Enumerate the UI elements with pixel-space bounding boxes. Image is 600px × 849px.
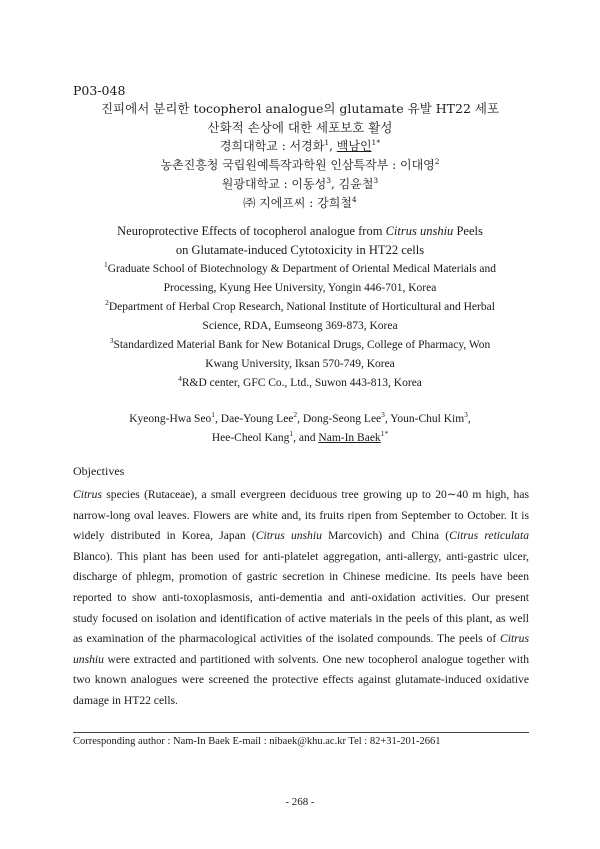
affiliation-superscript: 3 <box>326 176 331 185</box>
korean-author-text: 농촌진흥청 국립원예특작과학원 인삼특작부 : 이대영 <box>160 158 435 172</box>
affiliation-superscript: 3 <box>373 176 379 185</box>
affiliation-superscript: 2 <box>293 410 298 420</box>
korean-title-line-1: 진피에서 분리한 tocopherol analogue의 glutamate 유발 HT22 세포 <box>100 101 500 116</box>
species-name: Citrus <box>73 488 102 501</box>
english-title-line-1 <box>40 222 560 241</box>
korean-author-text: 경희대학교 : 서경화 <box>219 139 325 153</box>
affiliation-superscript: 3 <box>109 336 114 346</box>
objectives-paragraph <box>73 485 529 712</box>
english-authors-line-2 <box>40 429 560 448</box>
body-text: species (Rutaceae), a small evergreen deciduous tree growing up to 20∼40 m high, has narrow-long oval leaves. Flowers are white and, its fruits ripen from September to October. It is widely distributed in Korea, Japan ( <box>73 488 529 543</box>
affiliation-superscript: 2 <box>434 157 440 166</box>
title-text: Peels <box>453 224 483 238</box>
footnote-divider <box>73 732 529 733</box>
english-title-line-2: on Glutamate-induced Cytotoxicity in HT22 cells <box>175 243 425 257</box>
body-text: Marcovich) and China ( <box>321 529 450 543</box>
korean-title-line-2: 산화적 손상에 대한 세포보호 활성 <box>207 120 393 135</box>
author-separator: , <box>329 139 337 153</box>
species-name: Citrus unshiu <box>73 632 529 666</box>
korean-author-text: ㈜ 지에프씨 : 강희철 <box>243 196 352 210</box>
korean-author-text: , 김윤철 <box>331 177 374 191</box>
body-text: Blanco). This plant has been used for anti-platelet aggregation, anti-allergy, anti-gastric ulcer, discharge of phlegm, promotion of gastric secretion in Chinese medicine. Its peels have been reported to show anti-toxoplasmosis, anti-dementia and anti-oxidation activities. Our present study focused on isolation and identification of active materials in the peels of this plant, as well as examination of the pharmacological activities of the isolated compounds. The peels of <box>73 549 529 646</box>
affiliation-superscript: 1 <box>103 260 108 270</box>
korean-author-line-1 <box>40 137 560 156</box>
korean-author-text: 원광대학교 : 이동성 <box>221 177 327 191</box>
title-species: Citrus unshiu <box>385 224 454 238</box>
corresponding-author-footnote: Corresponding author : Nam-In Baek E-mail : nibaek@khu.ac.kr Tel : 82+31-201-2661 <box>73 736 441 747</box>
author-separator: , <box>467 413 471 425</box>
affiliation-3-line-1 <box>40 336 560 355</box>
affiliation-superscript: 1* <box>371 138 381 147</box>
affiliation-text: Department of Herbal Crop Research, National Institute of Horticultural and Herbal <box>108 301 495 313</box>
affiliation-superscript: 3 <box>464 410 468 420</box>
affiliation-text: Standardized Material Bank for New Botanical Drugs, College of Pharmacy, Won <box>113 339 491 351</box>
affiliation-2-line-1 <box>40 298 560 317</box>
body-text: were extracted and partitioned with solvents. One new tocopherol analogue together with two known analogues were screened the protective effects against glutamate-induced oxidative damage in HT22 cells. <box>73 652 529 707</box>
korean-author-line-2 <box>40 156 560 175</box>
corresponding-author-korean: 백남인 <box>336 139 372 153</box>
corresponding-author-english: Nam-In Baek <box>318 432 381 444</box>
affiliation-text: Graduate School of Biotechnology & Department of Oriental Medical Materials and <box>107 263 497 275</box>
affiliation-superscript: 1 <box>324 138 330 147</box>
affiliation-2-line-2: Science, RDA, Eumseong 369-873, Korea <box>202 320 398 332</box>
affiliation-text: R&D center, GFC Co., Ltd., Suwon 443-813, Korea <box>181 377 422 389</box>
author-name: , Dong-Seong Lee <box>297 413 382 425</box>
affiliation-superscript: 1 <box>211 410 216 420</box>
author-name: , Dae-Young Lee <box>215 413 294 425</box>
affiliation-superscript: 4 <box>178 374 182 384</box>
species-name: Citrus unshiu <box>255 529 322 543</box>
affiliation-4-line-1 <box>40 374 560 393</box>
affiliation-superscript: 2 <box>105 298 109 308</box>
korean-author-line-4 <box>40 194 560 213</box>
author-name: Hee-Cheol Kang <box>211 432 290 444</box>
affiliation-superscript: 1 <box>289 429 294 439</box>
korean-author-line-3 <box>40 175 560 194</box>
objectives-heading: Objectives <box>73 464 125 478</box>
english-authors-line-1 <box>40 410 560 429</box>
species-name: Citrus reticulata <box>449 529 529 543</box>
affiliation-1-line-2: Processing, Kyung Hee University, Yongin 446-701, Korea <box>163 282 437 294</box>
title-text: Neuroprotective Effects of tocopherol analogue from <box>117 224 386 238</box>
affiliation-superscript: 1* <box>380 429 389 439</box>
poster-id: P03-048 <box>73 83 126 98</box>
author-separator: , and <box>293 432 319 444</box>
affiliation-1-line-1 <box>40 260 560 279</box>
affiliation-superscript: 3 <box>381 410 385 420</box>
page-number: - 268 - <box>285 796 315 808</box>
affiliation-3-line-2: Kwang University, Iksan 570-749, Korea <box>205 358 395 370</box>
author-name: Kyeong-Hwa Seo <box>129 413 212 425</box>
affiliation-superscript: 4 <box>351 195 357 204</box>
author-name: , Youn-Chul Kim <box>384 413 465 425</box>
